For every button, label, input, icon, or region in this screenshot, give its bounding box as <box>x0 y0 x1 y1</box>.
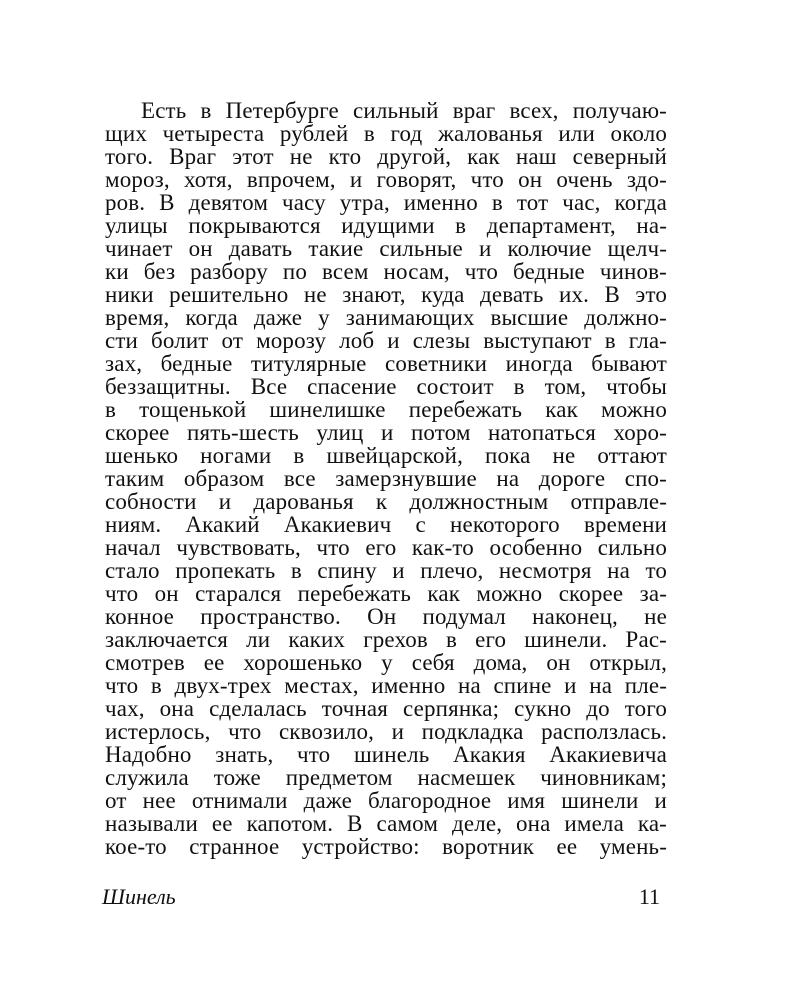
text-line: ров. В девятом часу утра, именно в тот час, когда <box>105 190 667 215</box>
text-line: от нее отнимали даже благородное имя шинели и <box>105 788 667 813</box>
text-line: что в двух-трех местах, именно на спине и на пле- <box>105 673 667 698</box>
page-footer <box>102 884 660 910</box>
text-line: в тощенькой шинелишке перебежать как можно <box>105 397 667 422</box>
text-line: конное пространство. Он подумал наконец, не <box>105 604 667 629</box>
text-line: шенько ногами в швейцарской, пока не оттают <box>105 443 667 468</box>
text-line: заключается ли каких грехов в его шинели. Рас- <box>105 627 667 652</box>
text-line: зах, бедные титулярные советники иногда бывают <box>105 351 667 376</box>
body-text <box>105 99 667 858</box>
text-line: называли ее капотом. В самом деле, она имела ка- <box>105 811 667 836</box>
text-line: ники решительно не знают, куда девать их. В это <box>105 282 667 307</box>
text-line: начал чувствовать, что его как-то особенно сильно <box>105 535 667 560</box>
text-line: мороз, хотя, впрочем, и говорят, что он очень здо- <box>105 167 667 192</box>
running-title: Шинель <box>102 884 176 909</box>
text-line: что он старался перебежать как можно скорее за- <box>105 581 667 606</box>
text-line: смотрев ее хорошенько у себя дома, он открыл, <box>105 650 667 675</box>
text-line: ниям. Акакий Акакиевич с некоторого времени <box>105 512 667 537</box>
text-line: ки без разбору по всем носам, что бедные чинов- <box>105 259 667 284</box>
text-line: сти болит от морозу лоб и слезы выступают в гла- <box>105 328 667 353</box>
text-line: Надобно знать, что шинель Акакия Акакиевича <box>105 742 667 767</box>
text-line: улицы покрываются идущими в департамент, на- <box>105 213 667 238</box>
text-line: чинает он давать такие сильные и колючие щелч- <box>105 236 667 261</box>
text-line: чах, она сделалась точная серпянка; сукно до того <box>105 696 667 721</box>
text-line: того. Враг этот не кто другой, как наш северный <box>105 144 667 169</box>
text-line: Есть в Петербурге сильный враг всех, получаю- <box>141 98 667 123</box>
text-line: истерлось, что сквозило, и подкладка расползлась. <box>105 719 667 744</box>
text-line: стало пропекать в спину и плечо, несмотря на то <box>105 558 667 583</box>
text-line: скорее пять-шесть улиц и потом натопаться хоро- <box>105 420 667 445</box>
text-line: щих четыреста рублей в год жалованья или около <box>105 121 667 146</box>
text-line: время, когда даже у занимающих высшие должно- <box>105 305 667 330</box>
text-line: кое-то странное устройство: воротник ее умень- <box>105 834 667 859</box>
page-number: 11 <box>638 884 660 909</box>
text-line: таким образом все замерзнувшие на дороге спо- <box>105 466 667 491</box>
text-line: собности и дарованья к должностным отправле- <box>105 489 667 514</box>
text-line: служила тоже предметом насмешек чиновникам; <box>105 765 667 790</box>
text-line: беззащитны. Все спасение состоит в том, чтобы <box>105 374 667 399</box>
